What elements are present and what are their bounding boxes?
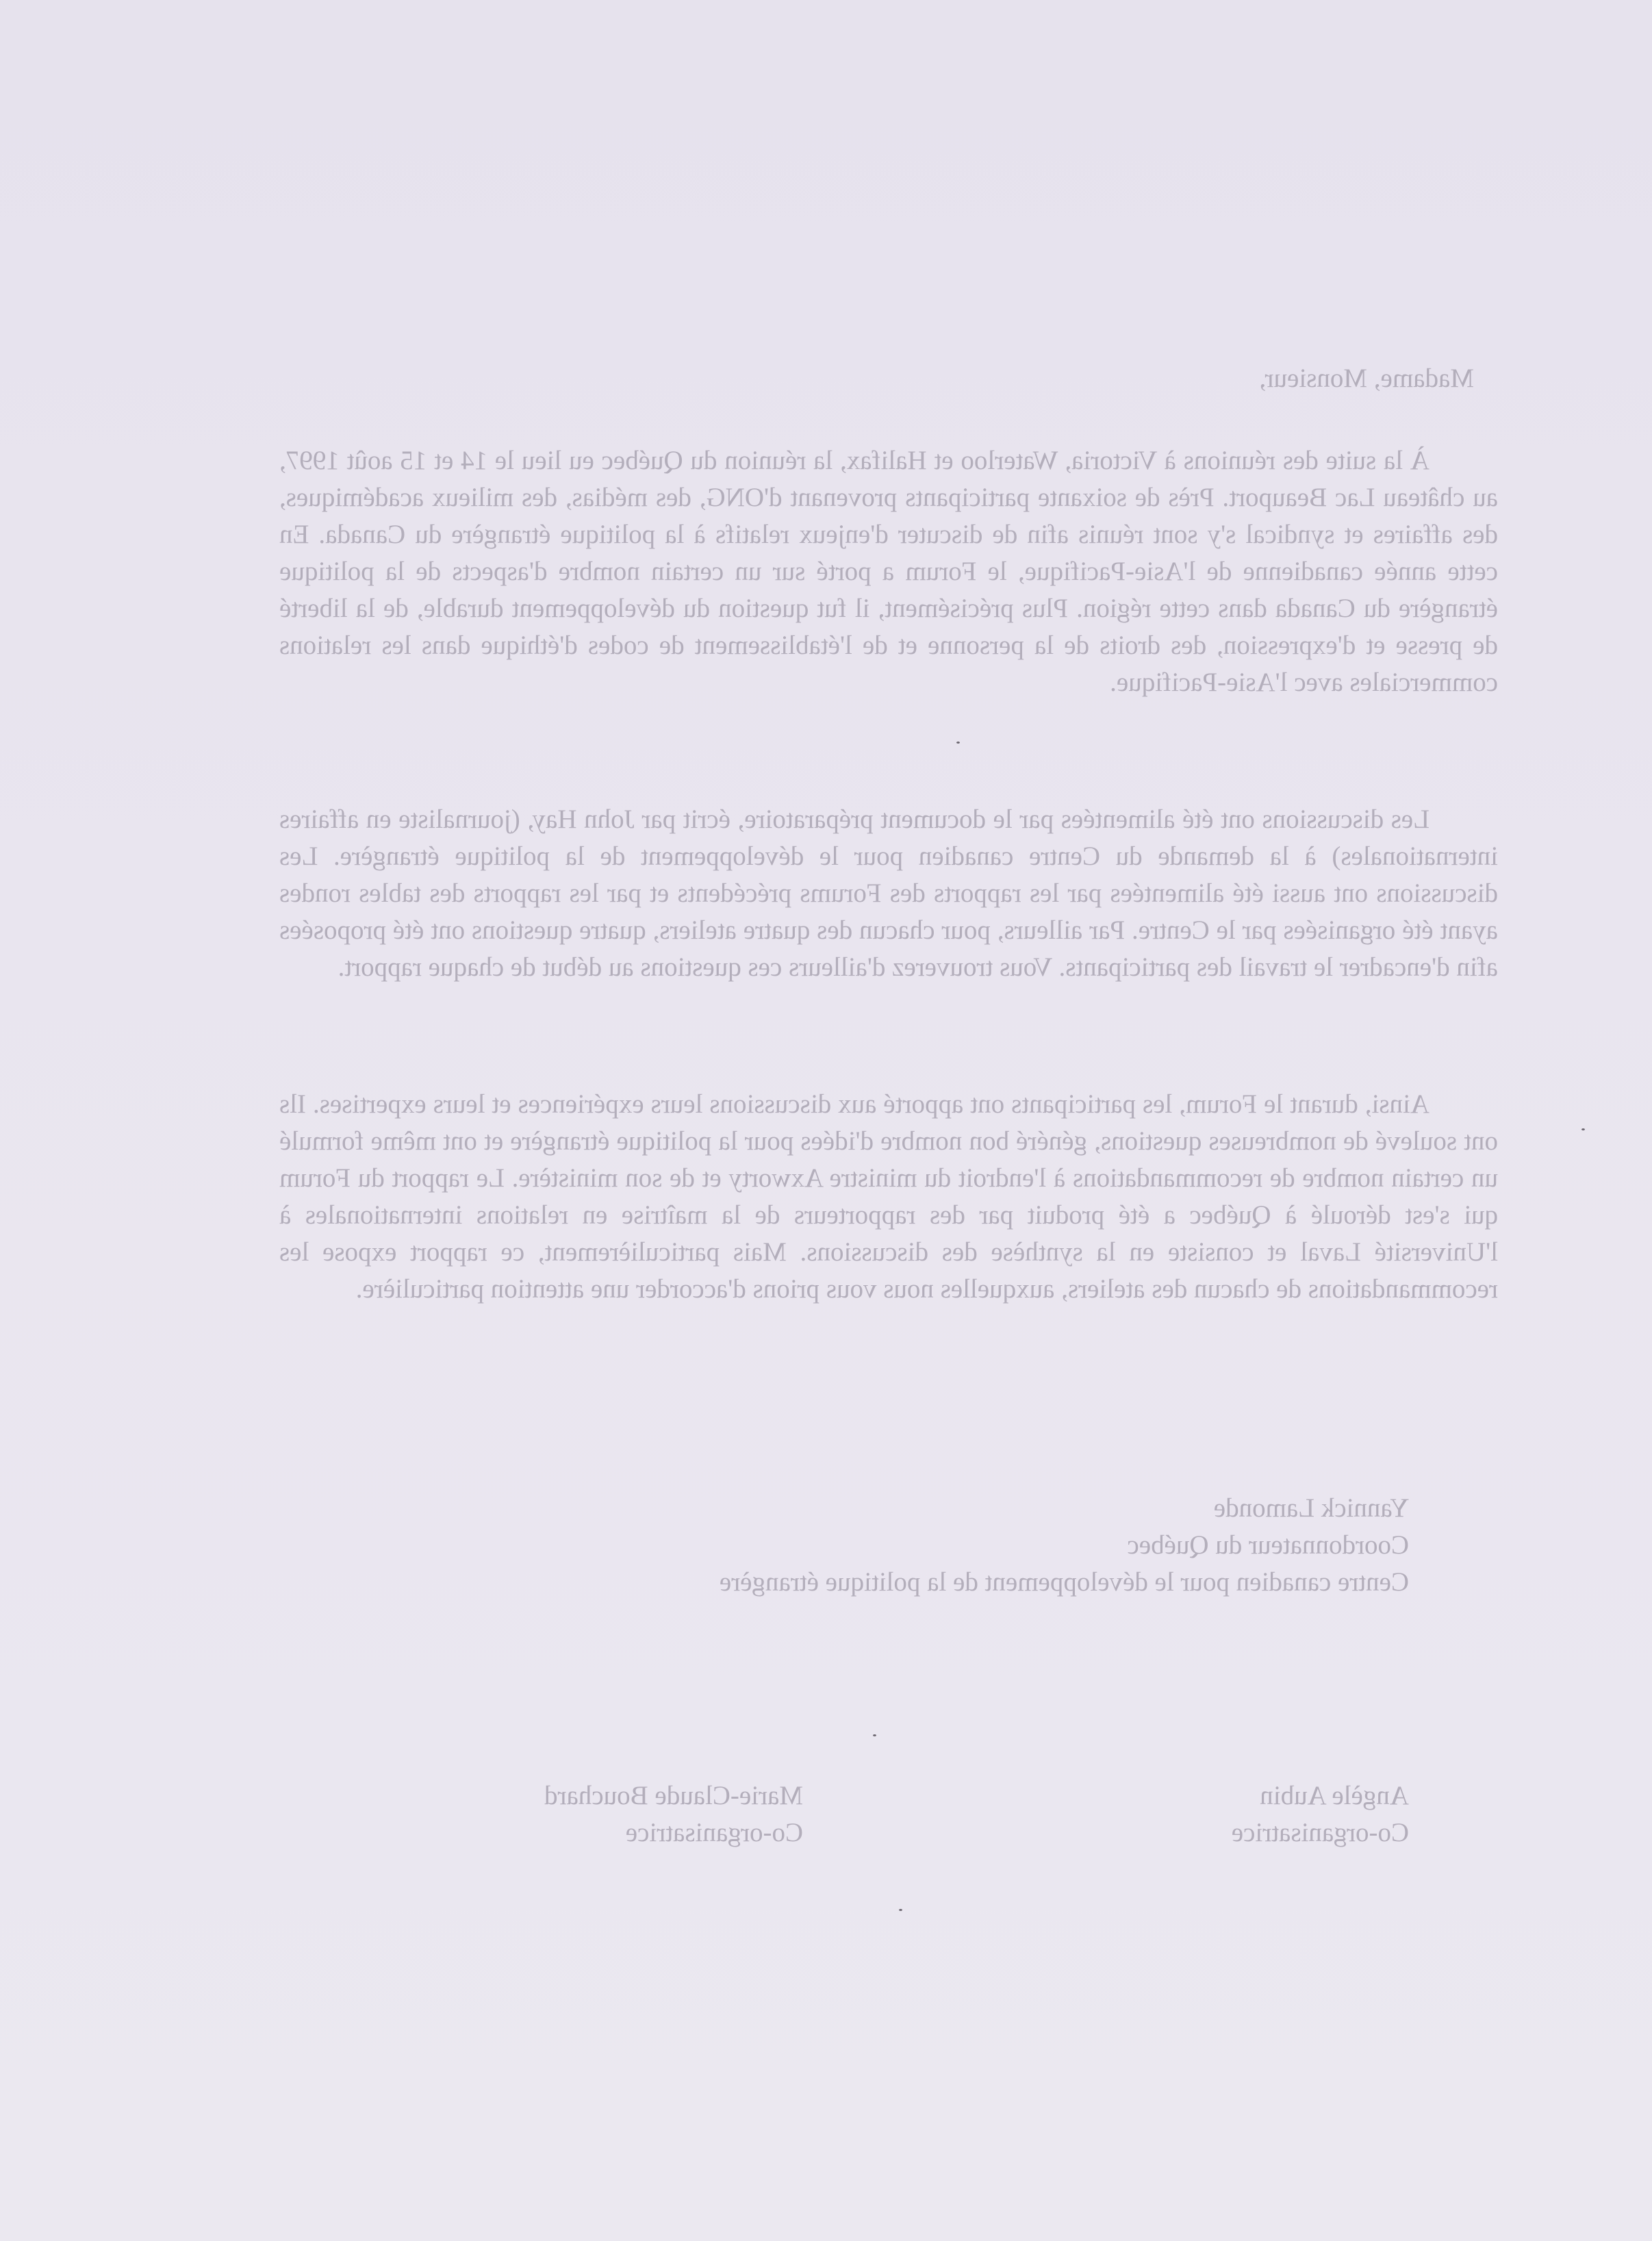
paragraph-3: Ainsi, durant le Forum, les participants ont apporté aux discussions leurs expériences et leurs expertises. Ils ont soulevé de nombreuses questions, généré bon nombre d'idées pour la politique étrangère et ont même formulé un certain nombre de recommandations à l'endroit du ministre Axworty et de son ministère. Le rapport du Forum qui s'est déroulé à Québec a été produit par des rapporteurs de la maîtrise en relations internationales à l'Université Laval et consiste en la synthèse des discussions. Mais particulièrement, ce rapport expose les recommandations de chacun des ateliers, auxquelles nous vous prions d'accorder une attention particulière. xyxy=(279,1089,1498,1304)
co-organizer-role: Co-organisatrice xyxy=(1231,1818,1409,1847)
signatory-organization: Centre canadien pour le développement de la politique étrangère xyxy=(719,1567,1409,1597)
co-organizer-name: Marie-Claude Bouchard xyxy=(544,1781,803,1810)
paper-speck xyxy=(899,1909,902,1911)
signature-block xyxy=(720,1490,1409,1601)
paragraph-2: Les discussions ont été alimentées par le document préparatoire, écrit par John Hay, (journaliste en affaires internationales) à la demande du Centre canadien pour le développement de la politique étrangère. Les discussions ont aussi été alimentées par les rapports des Forums précédents et par les rapports des tables rondes ayant été organisées par le Centre. Par ailleurs, pour chacun des quatre ateliers, quatre questions ont été proposées afin d'encadrer le travail des participants. Vous trouverez d'ailleurs ces questions au début de chaque rapport. xyxy=(279,805,1498,982)
co-organizer-block xyxy=(544,1777,803,1851)
paragraph-1: À la suite des réunions à Victoria, Waterloo et Halifax, la réunion du Québec eu lieu le 14 et 15 août 1997, au château Lac Beauport. Près de soixante participants provenant d'ONG, des médias, des milieux académiques, des affaires et syndical s'y sont réunis afin de discuter d'enjeux relatifs à la politique étrangère du Canada. En cette année canadienne de l'Asie-Pacifique, le Forum a porté sur un certain nombre d'aspects de la politique étrangère du Canada dans cette région. Plus précisément, il fut question du développement durable, de la liberté de presse et d'expression, des droits de la personne et de l'établissement de codes d'éthique dans les relations commerciales avec l'Asie-Pacifique. xyxy=(279,446,1498,697)
salutation: Madame, Monsieur, xyxy=(1259,364,1474,393)
signatory-title: Coordonnateur du Québec xyxy=(1127,1530,1409,1560)
co-organizer-role: Co-organisatrice xyxy=(625,1818,803,1847)
paper-speck xyxy=(873,1734,876,1736)
co-organizer-name: Angèle Aubin xyxy=(1260,1781,1409,1810)
paper-speck xyxy=(956,742,960,744)
signatory-name: Yannick Lamonde xyxy=(1213,1493,1409,1523)
co-organizer-block xyxy=(1232,1777,1409,1851)
paper-speck xyxy=(1581,1128,1585,1130)
